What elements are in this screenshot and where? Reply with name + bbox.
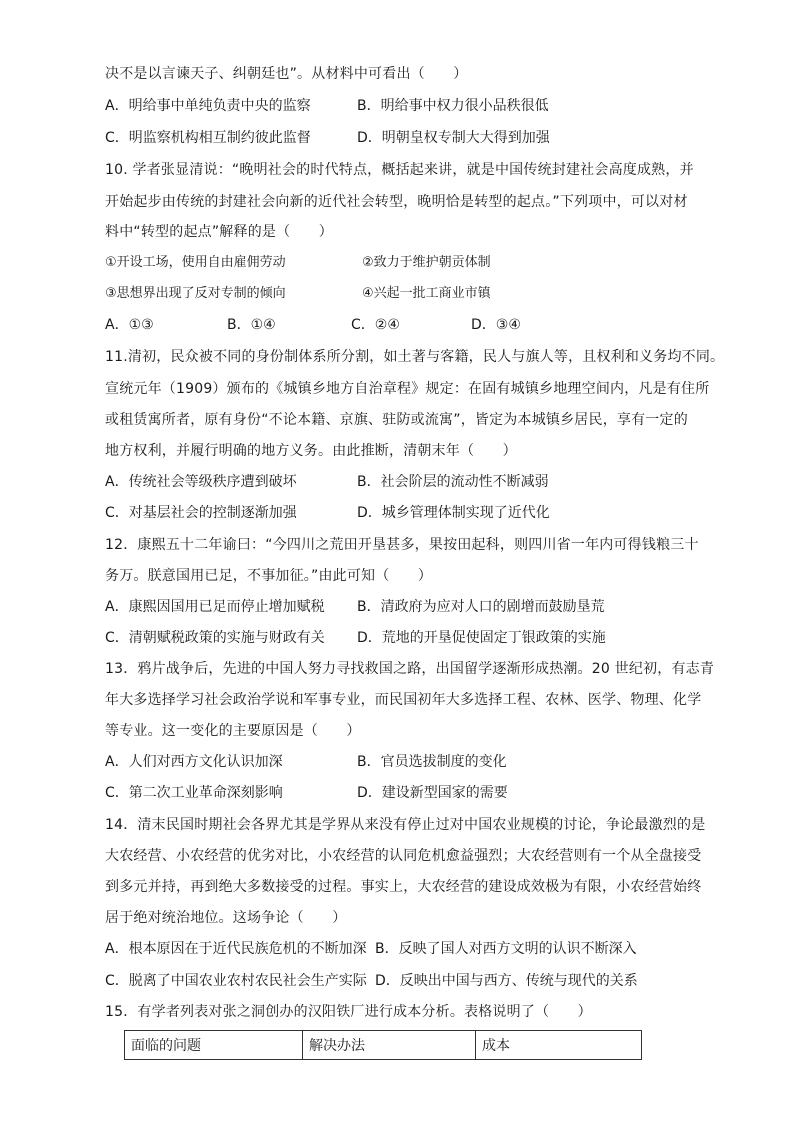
q13-option-c: C．第二次工业革命深刻影响	[105, 785, 283, 801]
table-header-solution: 解决办法	[303, 1031, 476, 1060]
q11-option-d: D．城乡管理体制实现了近代化	[357, 505, 550, 521]
q13-line-3: 等专业。这一变化的主要原因是（ ）	[105, 723, 361, 739]
q14-option-c: C．脱离了中国农业农村农民社会生产实际	[105, 973, 367, 989]
q10-line-2: 开始起步由传统的封建社会向新的近代社会转型，晚明恰是转型的起点。”下列项中，可以对材	[105, 194, 688, 210]
q10-line-1: 10. 学者张显清说：“晚明社会的时代特点，概括起来讲，就是中国传统封建社会高度成熟，并	[105, 162, 694, 178]
table-row	[125, 1031, 642, 1060]
q10-option-a: A．①③	[105, 317, 154, 333]
q11-option-a: A．传统社会等级秩序遭到破坏	[105, 474, 297, 490]
q10-option-b: B．①④	[227, 317, 276, 333]
q14-line-1: 14．清末民国时期社会各界尤其是学界从来没有停止过对中国农业规模的讨论，争论最激烈的是	[105, 817, 706, 833]
q13-option-a: A．人们对西方文化认识加深	[105, 754, 283, 770]
q14-line-3: 到多元并持，再到绝大多数接受的过程。事实上，大农经营的建设成效极为有限，小农经营始终	[105, 879, 702, 895]
q10-option-d: D．③④	[471, 317, 521, 333]
q9-option-a: A．明给事中单纯负责中央的监察	[105, 98, 311, 114]
q11-option-b: B．社会阶层的流动性不断减弱	[357, 474, 549, 490]
q14-line-2: 大农经营、小农经营的优劣对比，小农经营的认同危机愈益强烈；大农经营则有一个从全盘接受	[105, 848, 702, 864]
q13-option-d: D．建设新型国家的需要	[357, 785, 508, 801]
table-header-problem: 面临的问题	[125, 1031, 303, 1060]
q12-line-1: 12．康熙五十二年谕曰：“今四川之荒田开垦甚多，果按田起科，则四川省一年内可得钱粮三十	[105, 537, 699, 553]
q9-option-c: C．明监察机构相互制约彼此监督	[105, 130, 311, 146]
q10-item-4: ④兴起一批工商业市镇	[362, 286, 491, 301]
q11-line-2: 宣统元年（1909）颁布的《城镇乡地方自治章程》规定：在固有城镇乡地理空间内，凡是有住所	[105, 381, 710, 397]
q10-item-2: ②致力于维护朝贡体制	[362, 255, 491, 270]
q12-line-2: 务万。朕意国用已足，不事加征。”由此可知（ ）	[105, 568, 433, 584]
q14-line-4: 居于绝对统治地位。这场争论（ ）	[105, 910, 347, 926]
q11-line-1: 11.清初，民众被不同的身份制体系所分割，如土著与客籍，民人与旗人等，且权利和义务均不同。	[105, 349, 725, 365]
q10-item-3: ③思想界出现了反对专制的倾向	[105, 286, 286, 301]
q9-option-d: D．明朝皇权专制大大得到加强	[357, 130, 550, 146]
q9-line-end: 决不是以言谏天子、纠朝廷也”。从材料中可看出（ ）	[105, 66, 468, 82]
q14-option-d: D．反映出中国与西方、传统与现代的关系	[375, 973, 638, 989]
q13-line-2: 年大多选择学习社会政治学说和军事专业，而民国初年大多选择工程、农林、医学、物理、化学	[105, 692, 702, 708]
q11-line-3: 或租赁寓所者，原有身份“不论本籍、京旗、驻防或流寓”，皆定为本城镇乡居民，享有一定的	[105, 412, 688, 428]
q14-option-b: B．反映了国人对西方文明的认识不断深入	[375, 941, 637, 957]
q10-line-3: 料中“转型的起点”解释的是（ ）	[105, 224, 333, 240]
q12-option-b: B．清政府为应对人口的剧增而鼓励垦荒	[357, 599, 605, 615]
q10-option-c: C．②④	[351, 317, 400, 333]
q11-option-c: C．对基层社会的控制逐渐加强	[105, 505, 297, 521]
q14-option-a: A．根本原因在于近代民族危机的不断加深	[105, 941, 367, 957]
q15-cost-table	[124, 1030, 642, 1060]
q12-option-a: A．康熙因国用已足而停止增加赋税	[105, 599, 325, 615]
q12-option-d: D．荒地的开垦促使固定丁银政策的实施	[357, 630, 606, 646]
q12-option-c: C．清朝赋税政策的实施与财政有关	[105, 630, 325, 646]
q10-item-1: ①开设工场，使用自由雇佣劳动	[105, 255, 286, 270]
table-header-cost: 成本	[476, 1031, 642, 1060]
q9-option-b: B．明给事中权力很小品秩很低	[357, 98, 549, 114]
q13-option-b: B．官员选拔制度的变化	[357, 754, 507, 770]
q11-line-4: 地方权利，并履行明确的地方义务。由此推断，清朝末年（ ）	[105, 443, 517, 459]
q13-line-1: 13．鸦片战争后，先进的中国人努力寻找救国之路，出国留学逐渐形成热潮。20 世纪初，有志青	[105, 661, 715, 677]
q15-line: 15．有学者列表对张之洞创办的汉阳铁厂进行成本分析。表格说明了（ ）	[105, 1004, 592, 1020]
